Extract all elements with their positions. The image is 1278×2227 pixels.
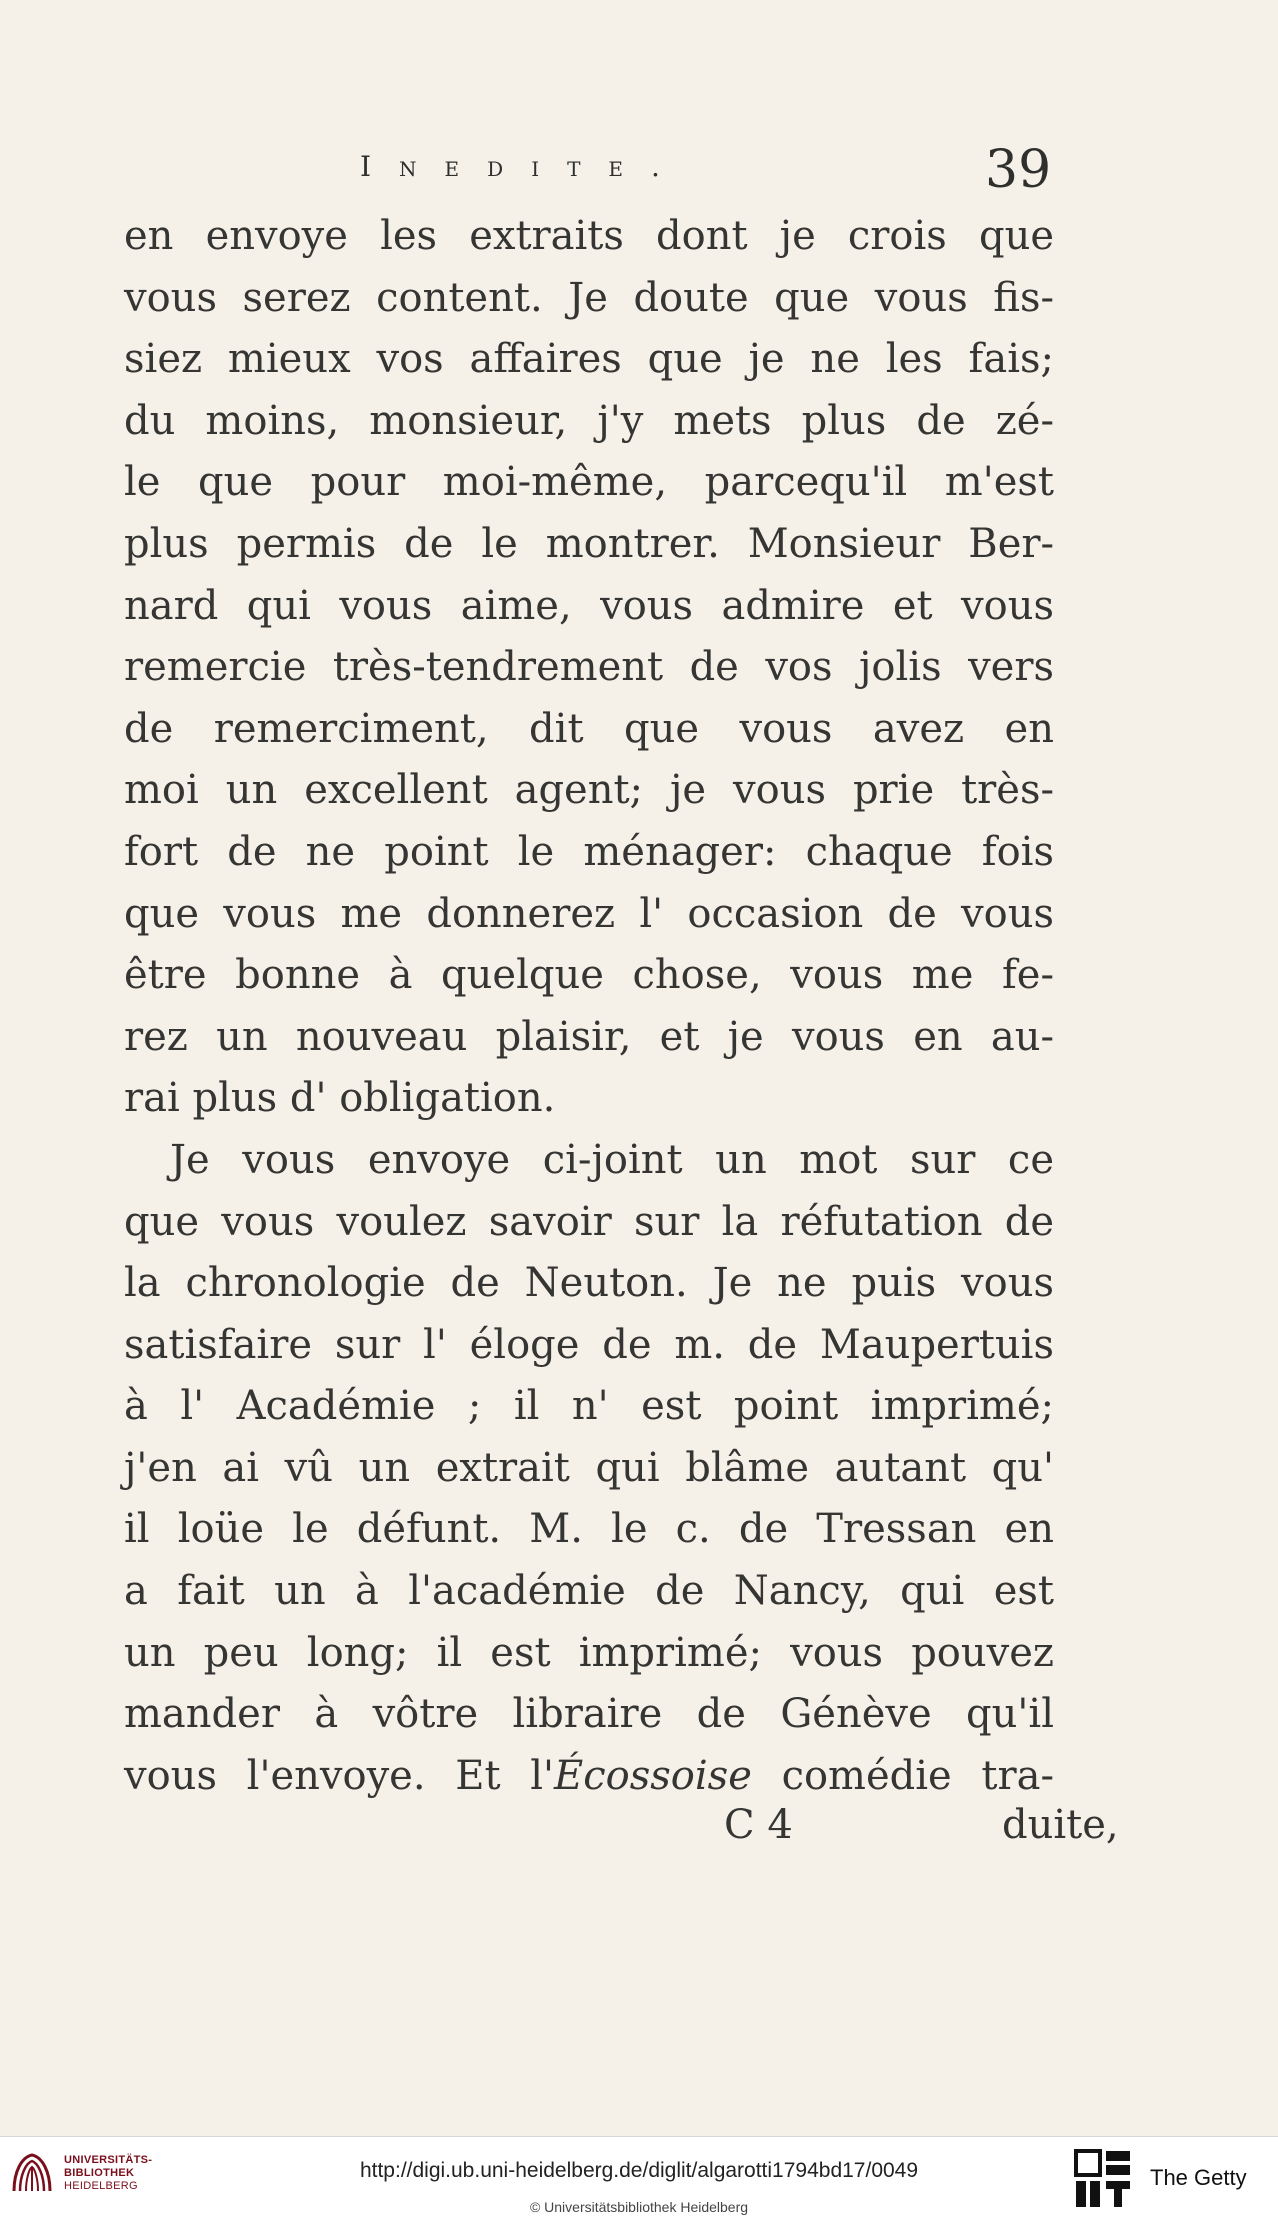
text-line: du moins, monsieur, j'y mets plus de zé- [124,397,1054,444]
text-line: rai plus d' obligation. [124,1075,556,1122]
text-line: il loüe le défunt. M. le c. de Tressan en [124,1506,1054,1553]
line-text-before: vous l'envoye. Et l' [124,1752,555,1799]
text-line: être bonne à quelque chose, vous me fe- [124,952,1054,999]
library-name: UNIVERSITÄTS- BIBLIOTHEK HEIDELBERG [64,2154,153,2192]
paragraph-start-line: Je vous envoye ci-joint un mot sur ce [170,1136,1054,1183]
text-line: remercie très-tendrement de vos jolis vers [124,644,1054,691]
text-line: que vous me donnerez l' occasion de vous [124,890,1054,937]
text-line: fort de ne point le ménager: chaque fois [124,828,1054,875]
partner-name: The Getty [1150,2165,1247,2190]
footer-bar [0,2136,1278,2227]
signature-mark: C 4 [724,1802,793,1848]
copyright-notice: © Universitätsbibliothek Heidelberg [529,2199,749,2215]
text-line-with-title [124,1746,1054,1808]
line-text-after: comédie tra- [751,1752,1054,1799]
text-line: rez un nouveau plaisir, et je vous en au- [124,1013,1054,1060]
catchword: duite, [1002,1802,1119,1848]
text-line: la chronologie de Neuton. Je ne puis vous [124,1260,1054,1307]
text-line: siez mieux vos affaires que je ne les fais; [124,336,1054,383]
italic-title: Écossoise [554,1752,752,1799]
text-line: un peu long; il est imprimé; vous pouvez [124,1629,1054,1676]
text-line: à l' Académie ; il n' est point imprimé; [124,1383,1054,1430]
text-line: de remerciment, dit que vous avez en [124,705,1054,752]
text-line: mander à vôtre libraire de Génève qu'il [124,1691,1054,1738]
text-line: j'en ai vû un extrait qui blâme autant qu' [124,1444,1054,1491]
text-line: en envoye les extraits dont je crois que [124,213,1054,259]
permalink-url[interactable]: http://digi.ub.uni-heidelberg.de/diglit/algarotti1794bd17/0049 [359,2159,919,2182]
text-line: le que pour moi-même, parcequ'il m'est [124,459,1054,506]
signature-line [124,1802,1119,1862]
body-text [124,206,1054,1807]
text-line: vous serez content. Je doute que vous fis- [124,274,1054,321]
text-line: que vous voulez savoir sur la réfutation de [124,1198,1054,1245]
text-line: moi un excellent agent; je vous prie très- [124,767,1054,814]
text-line: a fait un à l'académie de Nancy, qui est [124,1568,1054,1615]
getty-logo-icon[interactable] [1074,2149,1132,2209]
text-line: satisfaire sur l' éloge de m. de Maupertuis [124,1321,1054,1368]
text-line: nard qui vous aime, vous admire et vous [124,582,1054,629]
running-head: Inedite. [360,150,688,183]
text-line: plus permis de le montrer. Monsieur Ber- [124,520,1054,567]
page-number: 39 [985,140,1052,200]
